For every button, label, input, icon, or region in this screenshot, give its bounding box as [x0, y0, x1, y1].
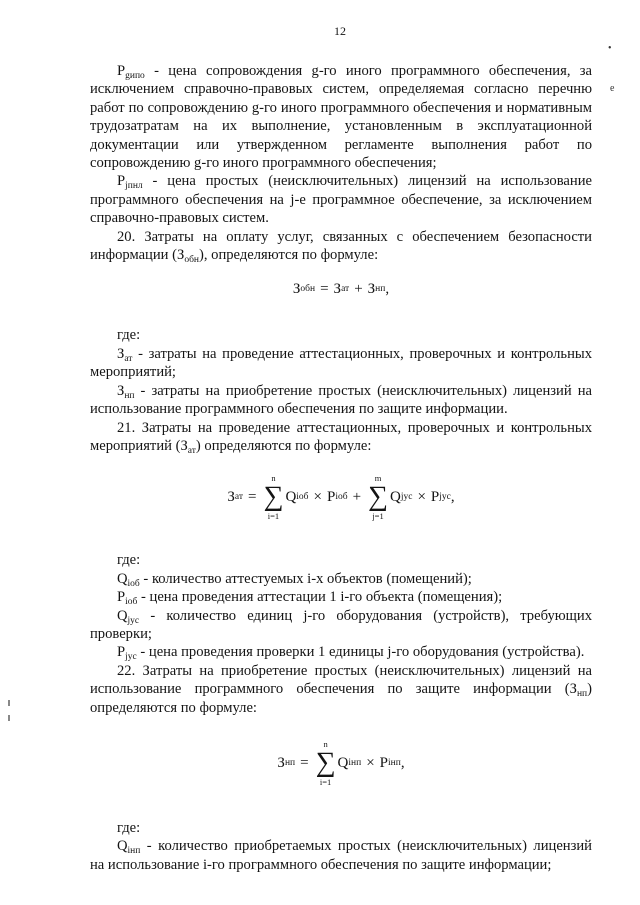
definition-p-iob: $P_{iоб}$ - цена проведения аттестации 1 i-го объекта (помещения);	[117, 589, 503, 608]
definition-q-jus: $Q_{jус}$ - количество единиц j-го оборудования (устройств), требующих проверки;	[90, 607, 592, 642]
margin-mark: •	[608, 43, 612, 54]
definition-q-iob: $Q_{iоб}$ - количество аттестуемых i-х объектов (помещений);	[117, 570, 472, 589]
formula-z-obn: З обн = З ат + З нп ,	[292, 281, 390, 298]
document-body	[90, 62, 592, 874]
item-20: 20. Затраты на оплату услуг, связанных с обеспечением безопасности информации $(З_{обн})$, определяются по формуле:	[90, 228, 592, 266]
sum-sign: m ∑ j=1	[368, 473, 388, 522]
formula-z-at: З ат = n ∑ i=1 Q iоб × P iоб + m ∑ j=1 Q jус × P jус ,	[227, 473, 455, 522]
binding-tick	[8, 700, 10, 706]
sum-sign: n ∑ i=1	[263, 473, 284, 522]
definition-p-jpnl: $P_{jпнл}$ - цена простых (неисключительных) лицензий на использование программного обеспечения на j-е программное обеспечение, за исключением справочно-правовых систем.	[90, 173, 592, 227]
definition-p-gipo: $P_{gипо}$ - цена сопровождения g-го иного программного обеспечения, за исключением справочно-правовых систем, определяемая согласно перечню работ по сопровождению g-го иного программного обеспечения и нормативным трудозатратам на их выполнение, установленным в эксплуатационной документации или утвержденном регламенте выполнения работ по сопровождению g-го иного программного обеспечения;	[90, 63, 592, 172]
formula-z-np: З нп = n ∑ i=1 Q iнп × P iнп ,	[277, 738, 405, 787]
item-22: 22. Затраты на приобретение простых (неисключительных) лицензий на использование программного обеспечения по защите информации $(З_{нп})$ определяются по формуле:	[90, 662, 592, 716]
definition-q-inp: $Q_{iнп}$ - количество приобретаемых простых (неисключительных) лицензий на использование i-го программного обеспечения по защите информации;	[90, 838, 592, 873]
definition-z-np: $З_{нп}$ - затраты на приобретение простых (неисключительных) лицензий на использование программного обеспечения по защите информации.	[90, 382, 592, 418]
where-label: где:	[117, 552, 141, 569]
item-21: 21. Затраты на проведение аттестационных, проверочных и контрольных мероприятий $(З_{ат})$ определяются по формуле:	[90, 419, 592, 456]
where-label: где:	[117, 819, 141, 836]
definition-p-jus: $P_{jус}$ - цена проведения проверки 1 единицы j-го оборудования (устройства).	[117, 644, 585, 663]
where-label: где:	[117, 327, 141, 344]
page-number: 12	[334, 24, 346, 38]
definition-z-at: $З_{ат}$ - затраты на проведение аттестационных, проверочных и контрольных мероприятий;	[90, 345, 592, 381]
sum-sign: n ∑ i=1	[315, 738, 336, 787]
binding-tick	[8, 715, 10, 721]
margin-mark: e	[610, 83, 615, 94]
